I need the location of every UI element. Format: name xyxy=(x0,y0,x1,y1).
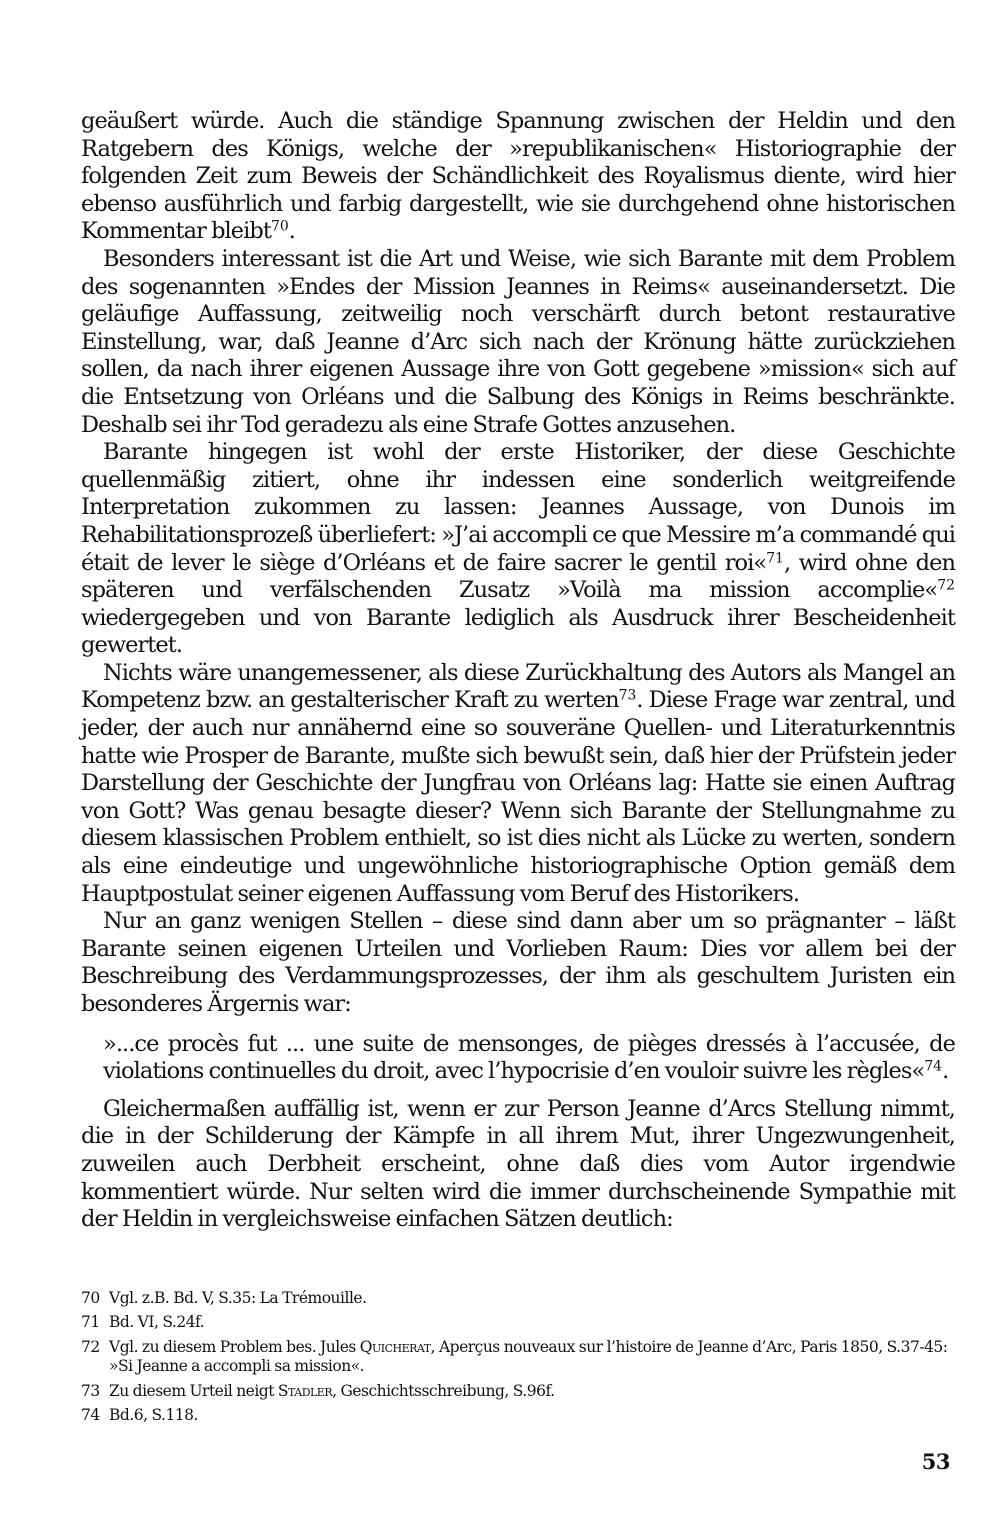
footnote-70 xyxy=(81,1289,955,1308)
paragraph-4 xyxy=(81,660,955,908)
footnote-number: 70 xyxy=(81,1289,100,1307)
footnote-ref-73: 73 xyxy=(618,687,637,704)
footnote-ref-72: 72 xyxy=(937,577,955,594)
footnote-text-post: , Geschichtsschreibung, S.96f. xyxy=(332,1381,555,1400)
footnote-author: Quicherat xyxy=(359,1337,431,1356)
paragraph-5: Nur an ganz wenigen Stellen – diese sind dann aber um so prägnanter – läßt Barante seinen eigenen Urteilen und Vorlieben Raum: Dies vor allem bei der Beschreibung des Verdammungsprozesses, der ihm als geschultem Juristen ein besonderes Ärgernis war: xyxy=(81,908,955,1017)
footnote-ref-74: 74 xyxy=(924,1058,943,1075)
footnote-number: 74 xyxy=(81,1406,100,1425)
footnote-ref-70: 70 xyxy=(270,218,289,235)
paragraph-1-text: geäußert würde. Auch die ständige Spannung zwischen der Heldin und den Ratgebern des Königs, welche der »republikanischen« Historiographie der folgenden Zeit zum Beweis der Schändlichkeit des Royalismus diente, wird hier ebenso ausführlich und farbig dargestellt, wie sie durchgehend ohne historischen Kommentar bleibt xyxy=(81,108,955,245)
footnote-text-pre: Vgl. zu diesem Problem bes. Jules xyxy=(109,1337,360,1356)
footnote-text xyxy=(109,1338,955,1377)
footnote-text: Vgl. z.B. Bd. V, S.35: La Trémouille. xyxy=(109,1289,367,1307)
footnote-ref-71: 71 xyxy=(766,549,784,566)
block-quote: »...ce procès fut ... une suite de mensonges, de pièges dressés à l’accusée, de violations continuelles du droit, avec l’hypocrisie d’en vouloir suivre les règles«$^{74}$. xyxy=(103,1030,955,1085)
footnote-73 xyxy=(81,1382,955,1401)
paragraph-3-text-c: wiedergegeben und von Barante lediglich als Ausdruck ihrer Bescheidenheit gewertet. xyxy=(81,604,955,659)
block-quote-text: »...ce procès fut ... une suite de mensonges, de pièges dressés à l’accusée, de violations continuelles du droit, avec l’hypocrisie d’en vouloir suivre les règles« xyxy=(103,1030,955,1085)
paragraph-3-text-b: , wird ohne den späteren und verfälschenden Zusatz »Voilà ma mission accomplie« xyxy=(81,549,955,604)
footnote-text: Bd.6, S.118. xyxy=(109,1406,198,1425)
footnote-text-pre: Zu diesem Urteil neigt xyxy=(109,1381,278,1400)
footnote-number: 73 xyxy=(81,1381,100,1400)
footnote-71 xyxy=(81,1313,955,1332)
footnote-text xyxy=(109,1382,955,1401)
paragraph-6: Gleichermaßen auffällig ist, wenn er zur Person Jeanne d’Arcs Stellung nimmt, die in der Schilderung der Kämpfe in all ihrem Mut, ihrer Ungezwungenheit, zuweilen auch Derbheit erscheint, ohne daß dies vom Autor irgendwie kommentiert würde. Nur selten wird die immer durchscheinende Sympathie mit der Heldin in vergleichsweise einfachen Sätzen deutlich: xyxy=(81,1095,955,1233)
paragraph-3 xyxy=(81,439,955,660)
paragraph-2: Besonders interessant ist die Art und Weise, wie sich Barante mit dem Problem des sogenannten »Endes der Mission Jeannes in Reims« auseinandersetzt. Die geläufige Auffassung, zeitweilig noch verschärft durch betont restaurative Einstellung, war, daß Jeanne d’Arc sich nach der Krönung hätte zurückziehen sollen, da nach ihrer eigenen Aussage ihre von Gott gegebene »mission« sich auf die Entsetzung von Orléans und die Salbung des Königs in Reims beschränkte. Deshalb sei ihr Tod geradezu als eine Strafe Gottes anzusehen. xyxy=(81,245,955,438)
paragraph-1: geäußert würde. Auch die ständige Spannung zwischen der Heldin und den Ratgebern des Königs, welche der »republikanischen« Historiographie der folgenden Zeit zum Beweis der Schändlichkeit des Royalismus diente, wird hier ebenso ausführlich und farbig dargestellt, wie sie durchgehend ohne historischen Kommentar bleibt$^{70}$. xyxy=(81,108,955,245)
footnotes xyxy=(81,1289,955,1430)
footnote-number: 71 xyxy=(81,1313,100,1332)
footnote-author: Stadler xyxy=(277,1381,333,1400)
footnote-number: 72 xyxy=(81,1337,100,1356)
footnote-text: Bd. VI, S.24f. xyxy=(109,1313,205,1332)
paragraph-4-text-a: Nichts wäre unangemessener, als diese Zurückhaltung des Autors als Mangel an Kompetenz bzw. an gestalterischer Kraft zu werten xyxy=(81,659,955,714)
page-number: 53 xyxy=(921,1449,950,1474)
paragraph-4-text-b: . Diese Frage war zentral, und jeder, der auch nur annähernd eine so souveräne Quellen- und Literaturkenntnis hatte wie Prosper de Barante, mußte sich bewußt sein, daß hier der Prüfstein jeder Darstellung der Geschichte der Jungfrau von Orléans lag: Hatte sie einen Auftrag von Gott? Was genau besagte dieser? Wenn sich Barante der Stellungnahme zu diesem klassischen Problem enthielt, so ist dies nicht als Lücke zu werten, sondern als eine eindeutige und ungewöhnliche historiographische Option gemäß dem Hauptpostulat seiner eigenen Auffassung vom Beruf des Historikers. xyxy=(81,687,955,907)
footnote-text-post: , Aperçus nouveaux sur l’histoire de Jeanne d’Arc, Paris 1850, S.37-45: »Si Jeanne a accompli sa mission«. xyxy=(109,1337,948,1376)
footnote-74 xyxy=(81,1406,955,1425)
footnote-72 xyxy=(81,1338,955,1377)
body-text xyxy=(81,108,955,1234)
paragraph-3-text-a: Barante hingegen ist wohl der erste Historiker, der diese Geschichte quellenmäßig zitiert, ohne ihr indessen eine sonderlich weitgreifende Interpretation zukommen zu lassen: Jeannes Aussage, von Dunois im Rehabilitationsprozeß überliefert: »J’ai accompli ce que Messire m’a commandé qui était de lever le siège d’Orléans et de faire sacrer le gentil roi« xyxy=(81,439,955,576)
